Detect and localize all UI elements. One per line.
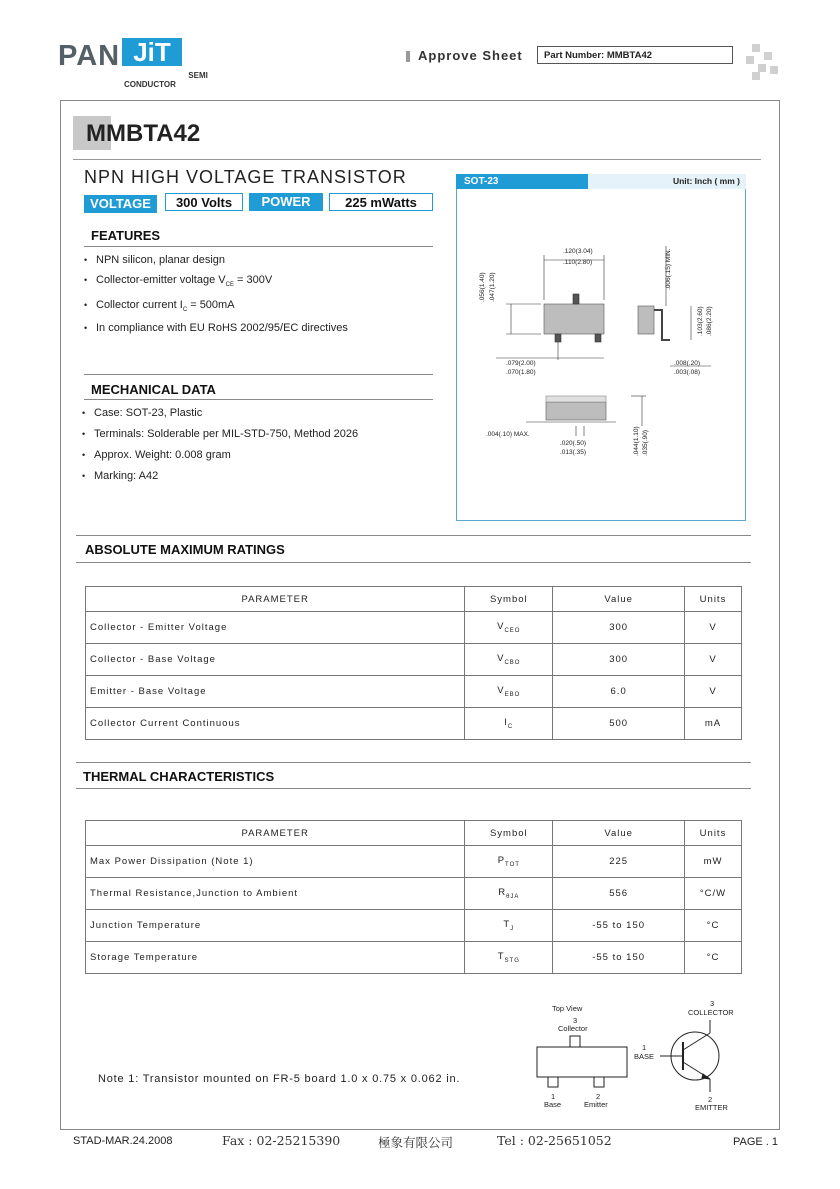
column-header: Value: [553, 821, 685, 846]
features-heading: FEATURES: [91, 228, 161, 243]
part-number-box: Part Number: MMBTA42: [537, 46, 733, 64]
dim-p1: .079(2.00): [506, 360, 536, 367]
subtitle: NPN HIGH VOLTAGE TRANSISTOR: [84, 167, 407, 187]
approve-bar: [406, 51, 410, 62]
features-list: [84, 250, 444, 336]
footer-date: STAD-MAR.24.2008: [73, 1135, 173, 1147]
power-badge: POWER: [249, 193, 323, 211]
dim-h2: .047(1.20): [489, 272, 496, 302]
dim-l1: .008(.20): [674, 360, 701, 367]
symbol-cell: $I_C$: [465, 708, 553, 740]
unit-cell: V: [685, 612, 742, 644]
symbol-emitter-label: EMITTER: [695, 1103, 728, 1112]
pin3-number: 3: [573, 1016, 578, 1025]
dim-max: .004(.10) MAX.: [486, 431, 530, 438]
pinout-diagram: [520, 998, 765, 1116]
voltage-value: 300 Volts: [165, 193, 243, 211]
table-row: [86, 846, 742, 878]
dim-side2: .086(2.20): [706, 306, 713, 336]
logo-subtitle: [124, 71, 208, 89]
table-row: [86, 612, 742, 644]
mechanical-top-divider: [84, 374, 433, 375]
dim-p2: .070(1.80): [506, 369, 536, 376]
page-number: PAGE . 1: [733, 1136, 779, 1148]
footnote: Note 1: Transistor mounted on FR-5 board 1.0 x 0.75 x 0.062 in.: [98, 1073, 461, 1085]
top-view-label: Top View: [552, 1004, 583, 1013]
symbol-collector-number: 3: [710, 999, 715, 1008]
param-cell: Junction Temperature: [86, 910, 465, 942]
table-row: [86, 878, 742, 910]
unit-cell: mW: [685, 846, 742, 878]
pin2-number: 2: [596, 1092, 601, 1101]
mechanical-divider: [84, 399, 433, 400]
unit-cell: V: [685, 644, 742, 676]
list-item: • Collector current $I_C = 500mA$: [84, 295, 444, 320]
value-cell: 500: [553, 708, 685, 740]
param-cell: Collector - Emitter Voltage: [86, 612, 465, 644]
dim-f2: .013(.35): [560, 449, 587, 456]
param-cell: Emitter - Base Voltage: [86, 676, 465, 708]
logo-jit-text: JiT: [122, 38, 182, 66]
unit-cell: V: [685, 676, 742, 708]
param-cell: Thermal Resistance,Junction to Ambient: [86, 878, 465, 910]
value-cell: 300: [553, 612, 685, 644]
dim-hh1: .044(1.10): [633, 426, 640, 456]
package-unit: Unit: Inch ( mm ): [672, 176, 740, 186]
table-header-row: [86, 821, 742, 846]
column-header: Symbol: [465, 587, 553, 612]
param-cell: Max Power Dissipation (Note 1): [86, 846, 465, 878]
dim-hh2: .035(.90): [642, 429, 649, 456]
symbol-cell: $V_{CBO}$: [465, 644, 553, 676]
symbol-cell: $V_{EBO}$: [465, 676, 553, 708]
column-header: Symbol: [465, 821, 553, 846]
value-cell: -55 to 150: [553, 942, 685, 974]
logo-pan-text: PAN: [58, 40, 121, 72]
value-cell: 6.0: [553, 676, 685, 708]
param-cell: Collector - Base Voltage: [86, 644, 465, 676]
symbol-cell: $P_{TOT}$: [465, 846, 553, 878]
table-row: [86, 942, 742, 974]
value-cell: 300: [553, 644, 685, 676]
package-drawing: [456, 190, 746, 520]
absmax-heading: ABSOLUTE MAXIMUM RATINGS: [85, 542, 285, 557]
param-cell: Collector Current Continuous: [86, 708, 465, 740]
symbol-cell: $V_{CEO}$: [465, 612, 553, 644]
symbol-cell: $T_J$: [465, 910, 553, 942]
table-row: [86, 910, 742, 942]
dim-w1: .120(3.04): [563, 248, 593, 255]
dim-l2: .003(.08): [674, 369, 701, 376]
list-item: • Marking: A42: [82, 466, 442, 487]
list-item: • Terminals: Solderable per MIL-STD-750, Method 2026: [82, 424, 442, 445]
value-cell: -55 to 150: [553, 910, 685, 942]
column-header: Value: [553, 587, 685, 612]
value-cell: 225: [553, 846, 685, 878]
list-item: • In compliance with EU RoHS 2002/95/EC directives: [84, 320, 444, 336]
unit-cell: °C: [685, 910, 742, 942]
footer-fax: Fax : 02-25215390: [222, 1133, 341, 1148]
features-divider: [84, 246, 433, 247]
dim-side1: .103(2.60): [697, 306, 704, 336]
absmax-divider: [76, 562, 751, 563]
thermal-divider: [76, 788, 751, 789]
column-header: Units: [685, 821, 742, 846]
footer-company: 極象有限公司: [378, 1135, 454, 1150]
symbol-cell: $R_{\theta JA}$: [465, 878, 553, 910]
logo-conductor-text: CONDUCTOR: [124, 80, 176, 89]
dim-f1: .020(.50): [560, 440, 587, 447]
table-row: [86, 644, 742, 676]
symbol-emitter-number: 2: [708, 1095, 713, 1104]
list-item: • Approx. Weight: 0.008 gram: [82, 445, 442, 466]
symbol-cell: $T_{STG}$: [465, 942, 553, 974]
power-value: 225 mWatts: [329, 193, 433, 211]
thermal-heading: THERMAL CHARACTERISTICS: [83, 769, 275, 784]
dim-h1: .056(1.40): [479, 272, 486, 302]
column-header: Units: [685, 587, 742, 612]
dim-w2: .110(2.80): [563, 259, 593, 266]
thermal-table: [85, 820, 742, 974]
footer-tel: Tel : 02-25651052: [497, 1133, 612, 1148]
table-row: [86, 676, 742, 708]
approve-sheet-label: Approve Sheet: [418, 48, 523, 63]
symbol-collector-label: COLLECTOR: [688, 1008, 734, 1017]
value-cell: 556: [553, 878, 685, 910]
voltage-badge: VOLTAGE: [84, 195, 157, 213]
list-item: • Case: SOT-23, Plastic: [82, 403, 442, 424]
logo-semi-text: SEMI: [188, 71, 208, 80]
page-title: MMBTA42: [86, 120, 201, 147]
pin1-label: Base: [544, 1100, 562, 1109]
pin2-label: Emitter: [584, 1100, 608, 1109]
unit-cell: mA: [685, 708, 742, 740]
symbol-base-number: 1: [642, 1043, 647, 1052]
mechanical-list: [82, 403, 442, 487]
absmax-table: [85, 586, 742, 740]
column-header: PARAMETER: [86, 821, 465, 846]
absmax-top-divider: [76, 535, 751, 536]
thermal-top-divider: [76, 762, 751, 763]
list-item: • Collector-emitter voltage $V_{CE} = 300V$: [84, 270, 444, 295]
column-header: PARAMETER: [86, 587, 465, 612]
param-cell: Storage Temperature: [86, 942, 465, 974]
symbol-base-label: BASE: [634, 1052, 655, 1061]
pin1-number: 1: [551, 1092, 556, 1101]
mechanical-heading: MECHANICAL DATA: [91, 382, 216, 397]
table-header-row: [86, 587, 742, 612]
unit-cell: °C: [685, 942, 742, 974]
unit-cell: °C/W: [685, 878, 742, 910]
dim-t1: .006(.15) MIN.: [665, 248, 672, 290]
table-row: [86, 708, 742, 740]
list-item: • NPN silicon, planar design: [84, 250, 444, 270]
title-divider: [73, 159, 761, 160]
pin3-label: Collector: [558, 1024, 588, 1033]
package-name: SOT-23: [456, 174, 588, 189]
